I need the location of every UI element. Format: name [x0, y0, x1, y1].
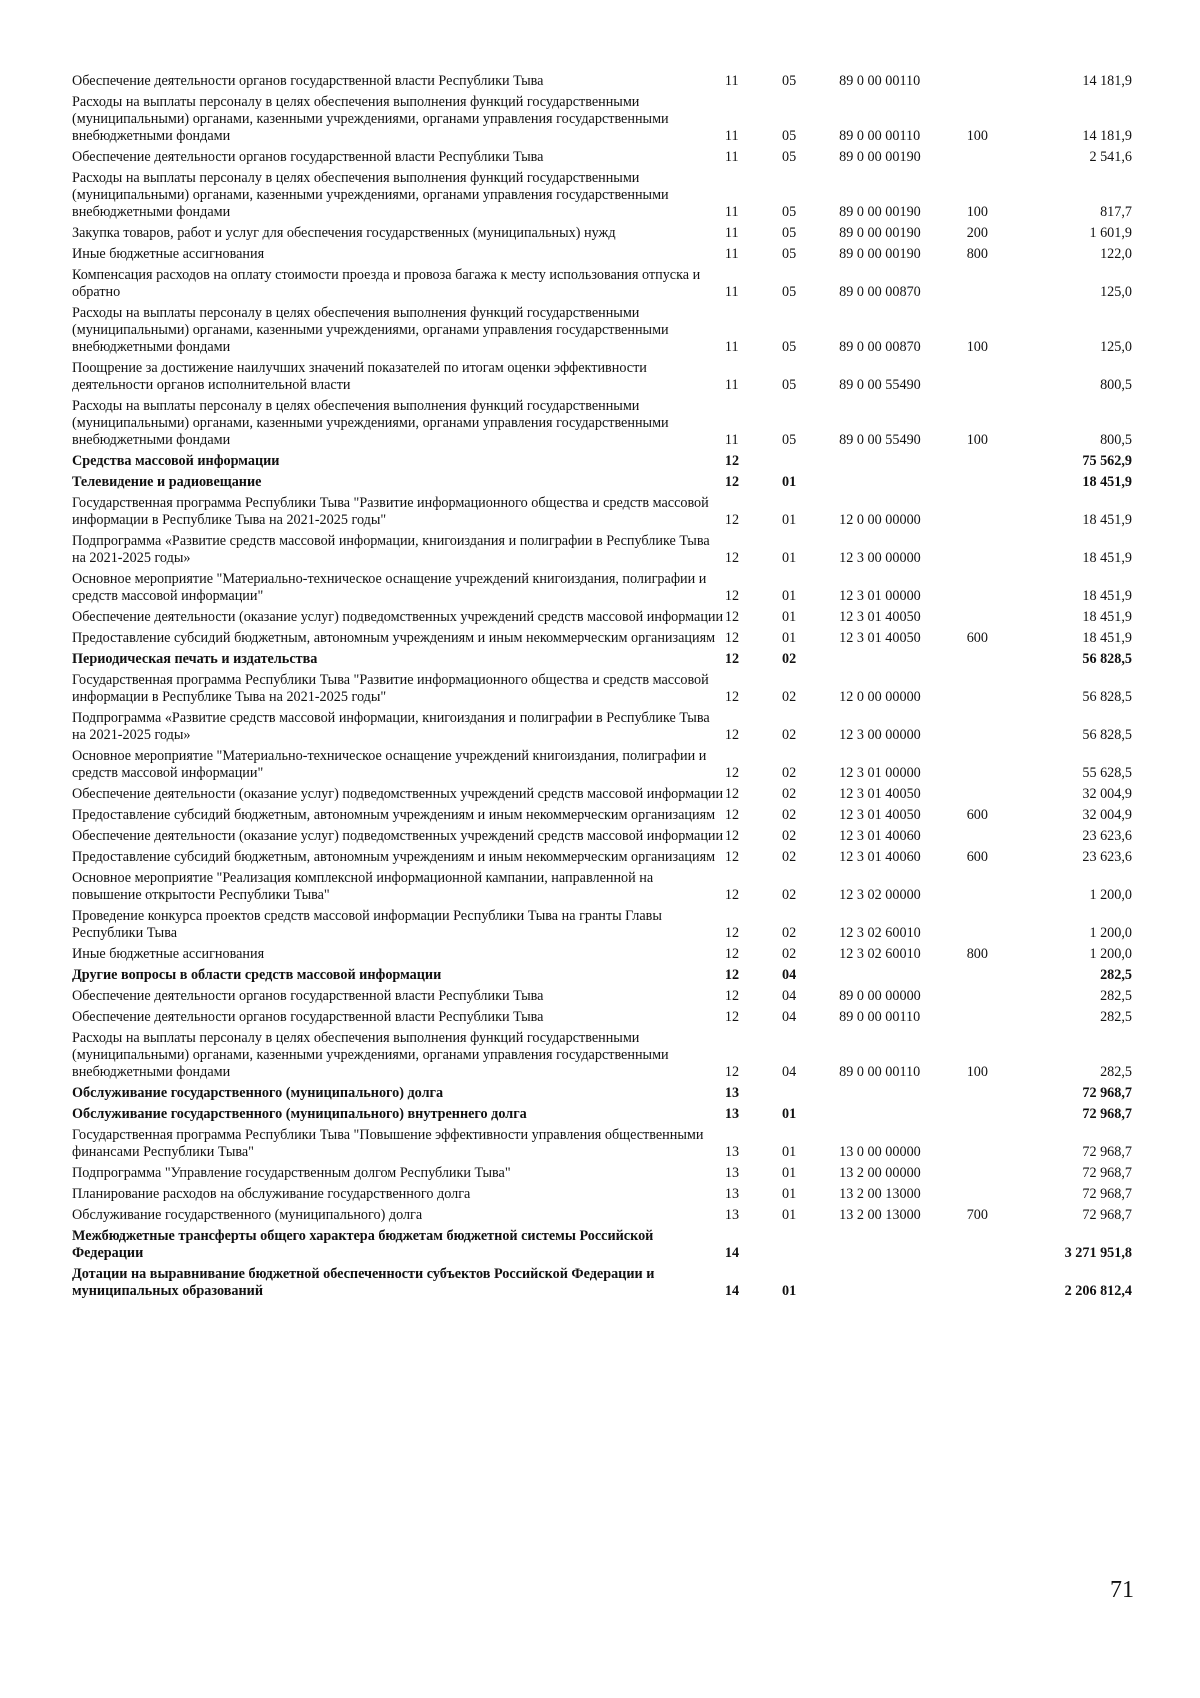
row-subsection-code: 01: [782, 630, 797, 646]
table-row: [72, 987, 1132, 1008]
row-expense-type-code: [967, 473, 1030, 494]
row-subsection-code: 01: [782, 474, 797, 490]
row-expense-type-code: 600: [966, 807, 988, 823]
row-expense-type-code: 200: [966, 225, 988, 241]
table-row: [72, 785, 1132, 806]
row-section-code: 12: [724, 967, 740, 983]
row-target-article-code: 12 3 01 40060: [839, 828, 921, 844]
row-expense-type-code: 100: [966, 128, 988, 144]
row-section-code: 12: [724, 453, 740, 469]
row-amount: 72 968,7: [1082, 1106, 1132, 1122]
row-target-article-code: 89 0 00 00110: [839, 128, 921, 144]
row-subsection-code: 02: [782, 828, 797, 844]
table-row: [72, 608, 1132, 629]
row-target-article-code: 12 3 01 40050: [839, 807, 921, 823]
row-amount: 72 968,7: [1082, 1186, 1132, 1202]
row-amount: 282,5: [1100, 967, 1132, 983]
row-amount: 56 828,5: [1082, 651, 1132, 667]
row-target-article-code: 89 0 00 00110: [839, 73, 921, 89]
row-target-article-code: [839, 1084, 967, 1105]
row-target-article-code: 89 0 00 55490: [839, 432, 921, 448]
row-section-code: 12: [724, 689, 740, 705]
row-name: Расходы на выплаты персоналу в целях обеспечения выполнения функций государственными (муниципальными) органами, казенными учреждениями, органами управления государственными внебюджетными фондами: [72, 305, 669, 355]
row-amount: 23 623,6: [1082, 828, 1132, 844]
row-name: Планирование расходов на обслуживание государственного долга: [72, 1186, 471, 1202]
row-section-code: 12: [724, 727, 740, 743]
row-name: Обеспечение деятельности органов государственной власти Республики Тыва: [72, 988, 544, 1004]
row-target-article-code: 89 0 00 00110: [839, 1009, 921, 1025]
row-subsection-code: 02: [782, 849, 797, 865]
row-amount: 56 828,5: [1082, 727, 1132, 743]
table-row: [72, 747, 1132, 785]
row-amount: 18 451,9: [1082, 630, 1132, 646]
row-expense-type-code: [967, 671, 1030, 709]
row-target-article-code: [839, 650, 967, 671]
row-target-article-code: 89 0 00 55490: [839, 377, 921, 393]
row-section-code: 12: [724, 474, 740, 490]
row-section-code: 11: [724, 73, 739, 89]
row-target-article-code: 89 0 00 00190: [839, 204, 921, 220]
row-subsection-code: 02: [782, 946, 797, 962]
row-expense-type-code: 100: [966, 204, 988, 220]
row-expense-type-code: 700: [966, 1207, 988, 1223]
row-section-code: 13: [724, 1085, 740, 1101]
row-subsection-code: 02: [782, 925, 797, 941]
row-target-article-code: 89 0 00 00870: [839, 284, 921, 300]
row-subsection-code: 04: [782, 1064, 797, 1080]
row-subsection-code: 04: [782, 967, 797, 983]
row-subsection-code: [782, 1227, 839, 1265]
row-name: Предоставление субсидий бюджетным, автономным учреждениям и иным некоммерческим организациям: [72, 807, 716, 823]
row-target-article-code: [839, 1227, 967, 1265]
row-name: Дотации на выравнивание бюджетной обеспеченности субъектов Российской Федерации и муниципальных образований: [72, 1266, 655, 1299]
row-name: Основное мероприятие "Материально-техническое оснащение учреждений книгоиздания, полиграфии и средств массовой информации": [72, 748, 707, 781]
row-name: Обеспечение деятельности органов государственной власти Республики Тыва: [72, 73, 544, 89]
row-amount: 75 562,9: [1082, 453, 1132, 469]
row-name: Поощрение за достижение наилучших значений показателей по итогам оценки эффективности деятельности органов исполнительной власти: [72, 360, 647, 393]
row-section-code: 12: [724, 807, 740, 823]
row-expense-type-code: [967, 494, 1030, 532]
row-target-article-code: 12 3 01 40050: [839, 609, 921, 625]
row-name: Обеспечение деятельности органов государственной власти Республики Тыва: [72, 149, 544, 165]
row-target-article-code: 89 0 00 00190: [839, 149, 921, 165]
row-section-code: 11: [724, 432, 739, 448]
row-expense-type-code: [967, 650, 1030, 671]
row-section-code: 12: [724, 630, 740, 646]
row-expense-type-code: [967, 452, 1030, 473]
row-subsection-code: 05: [782, 377, 797, 393]
row-amount: 1 200,0: [1089, 925, 1132, 941]
row-subsection-code: 02: [782, 689, 797, 705]
row-name: Средства массовой информации: [72, 453, 280, 469]
row-expense-type-code: 100: [966, 339, 988, 355]
row-expense-type-code: 600: [966, 630, 988, 646]
row-amount: 18 451,9: [1082, 588, 1132, 604]
table-row: [72, 245, 1132, 266]
row-target-article-code: 12 3 02 60010: [839, 946, 921, 962]
row-target-article-code: 13 0 00 00000: [839, 1144, 921, 1160]
row-subsection-code: 05: [782, 73, 797, 89]
row-target-article-code: [839, 1265, 967, 1303]
row-section-code: 12: [724, 550, 740, 566]
row-subsection-code: 01: [782, 1106, 797, 1122]
row-section-code: 12: [724, 651, 740, 667]
row-target-article-code: 12 3 01 00000: [839, 588, 921, 604]
row-expense-type-code: [967, 1084, 1030, 1105]
table-row: [72, 359, 1132, 397]
row-name: Другие вопросы в области средств массовой информации: [72, 967, 442, 983]
row-expense-type-code: [967, 532, 1030, 570]
row-section-code: 11: [724, 246, 739, 262]
row-expense-type-code: [967, 1105, 1030, 1126]
row-expense-type-code: [967, 907, 1030, 945]
row-expense-type-code: [967, 785, 1030, 806]
row-expense-type-code: [967, 570, 1030, 608]
row-name: Обеспечение деятельности (оказание услуг) подведомственных учреждений средств массовой информации: [72, 828, 724, 844]
row-target-article-code: 12 3 01 00000: [839, 765, 921, 781]
row-section-code: 12: [724, 887, 740, 903]
row-amount: 817,7: [1100, 204, 1132, 220]
row-expense-type-code: [967, 1227, 1030, 1265]
row-expense-type-code: [967, 148, 1030, 169]
row-section-code: 14: [724, 1245, 740, 1261]
row-subsection-code: 01: [782, 1283, 797, 1299]
row-subsection-code: 05: [782, 149, 797, 165]
row-section-code: 13: [724, 1207, 740, 1223]
row-subsection-code: 02: [782, 807, 797, 823]
row-subsection-code: 05: [782, 204, 797, 220]
row-name: Подпрограмма "Управление государственным долгом Республики Тыва": [72, 1165, 511, 1181]
table-row: [72, 169, 1132, 224]
row-amount: 282,5: [1100, 1064, 1132, 1080]
row-subsection-code: 02: [782, 765, 797, 781]
table-row: [72, 671, 1132, 709]
row-name: Расходы на выплаты персоналу в целях обеспечения выполнения функций государственными (муниципальными) органами, казенными учреждениями, органами управления государственными внебюджетными фондами: [72, 170, 669, 220]
row-expense-type-code: [967, 747, 1030, 785]
row-section-code: 12: [724, 849, 740, 865]
page-number: 71: [1110, 1577, 1134, 1603]
table-row: [72, 1206, 1132, 1227]
row-amount: 1 200,0: [1089, 887, 1132, 903]
table-row: [72, 806, 1132, 827]
row-subsection-code: 01: [782, 1165, 797, 1181]
row-subsection-code: 05: [782, 284, 797, 300]
row-subsection-code: 04: [782, 1009, 797, 1025]
row-name: Основное мероприятие "Реализация комплексной информационной кампании, направленной на повышение открытости Республики Тыва": [72, 870, 654, 903]
row-amount: 125,0: [1100, 284, 1132, 300]
row-section-code: 13: [724, 1186, 740, 1202]
row-section-code: 11: [724, 377, 739, 393]
row-expense-type-code: 800: [966, 246, 988, 262]
row-amount: 72 968,7: [1082, 1207, 1132, 1223]
row-name: Государственная программа Республики Тыва "Развитие информационного общества и средств массовой информации в Республике Тыва на 2021-2025 годы": [72, 672, 709, 705]
row-amount: 122,0: [1100, 246, 1132, 262]
row-target-article-code: 12 3 00 00000: [839, 550, 921, 566]
row-name: Расходы на выплаты персоналу в целях обеспечения выполнения функций государственными (муниципальными) органами, казенными учреждениями, органами управления государственными внебюджетными фондами: [72, 1030, 669, 1080]
row-subsection-code: 01: [782, 609, 797, 625]
row-amount: 125,0: [1100, 339, 1132, 355]
row-amount: 56 828,5: [1082, 689, 1132, 705]
row-expense-type-code: 600: [966, 849, 988, 865]
row-target-article-code: 89 0 00 00190: [839, 225, 921, 241]
row-amount: 282,5: [1100, 988, 1132, 1004]
row-amount: 18 451,9: [1082, 609, 1132, 625]
row-subsection-code: 01: [782, 588, 797, 604]
row-amount: 800,5: [1100, 432, 1132, 448]
row-target-article-code: 12 3 01 40050: [839, 630, 921, 646]
row-section-code: 12: [724, 786, 740, 802]
row-name: Расходы на выплаты персоналу в целях обеспечения выполнения функций государственными (муниципальными) органами, казенными учреждениями, органами управления государственными внебюджетными фондами: [72, 398, 669, 448]
row-subsection-code: 02: [782, 786, 797, 802]
row-section-code: 12: [724, 765, 740, 781]
row-target-article-code: 12 3 02 00000: [839, 887, 921, 903]
table-row: [72, 494, 1132, 532]
row-amount: 32 004,9: [1082, 807, 1132, 823]
row-expense-type-code: [967, 966, 1030, 987]
row-amount: 2 206 812,4: [1064, 1283, 1132, 1299]
row-section-code: 11: [724, 204, 739, 220]
row-section-code: 12: [724, 946, 740, 962]
row-amount: 1 601,9: [1089, 225, 1132, 241]
row-name: Обслуживание государственного (муниципального) внутреннего долга: [72, 1106, 527, 1122]
table-row: [72, 1227, 1132, 1265]
row-name: Обслуживание государственного (муниципального) долга: [72, 1207, 423, 1223]
row-subsection-code: 02: [782, 651, 797, 667]
row-name: Межбюджетные трансферты общего характера бюджетам бюджетной системы Российской Федерации: [72, 1228, 654, 1261]
row-target-article-code: 12 3 00 00000: [839, 727, 921, 743]
row-name: Обслуживание государственного (муниципального) долга: [72, 1085, 444, 1101]
row-subsection-code: 05: [782, 225, 797, 241]
row-target-article-code: 12 0 00 00000: [839, 689, 921, 705]
row-expense-type-code: [967, 72, 1030, 93]
row-section-code: 11: [724, 225, 739, 241]
row-section-code: 12: [724, 1064, 740, 1080]
table-row: [72, 1084, 1132, 1105]
table-row: [72, 532, 1132, 570]
row-expense-type-code: [967, 987, 1030, 1008]
row-target-article-code: 89 0 00 00000: [839, 988, 921, 1004]
row-section-code: 12: [724, 588, 740, 604]
table-row: [72, 570, 1132, 608]
table-row: [72, 709, 1132, 747]
table-row: [72, 148, 1132, 169]
row-expense-type-code: [967, 1008, 1030, 1029]
row-section-code: 11: [724, 149, 739, 165]
row-subsection-code: 01: [782, 1144, 797, 1160]
row-section-code: 14: [724, 1283, 740, 1299]
row-subsection-code: 05: [782, 246, 797, 262]
table-row: [72, 848, 1132, 869]
row-section-code: 13: [724, 1106, 740, 1122]
budget-table-body: [72, 72, 1132, 1303]
row-target-article-code: 89 0 00 00870: [839, 339, 921, 355]
row-subsection-code: 05: [782, 128, 797, 144]
table-row: [72, 966, 1132, 987]
row-subsection-code: 01: [782, 1207, 797, 1223]
row-name: Проведение конкурса проектов средств массовой информации Республики Тыва на гранты Главы Республики Тыва: [72, 908, 662, 941]
table-row: [72, 629, 1132, 650]
table-row: [72, 93, 1132, 148]
row-target-article-code: 13 2 00 00000: [839, 1165, 921, 1181]
row-expense-type-code: [967, 827, 1030, 848]
row-target-article-code: 12 0 00 00000: [839, 512, 921, 528]
row-subsection-code: [782, 452, 839, 473]
row-target-article-code: 89 0 00 00110: [839, 1064, 921, 1080]
row-name: Телевидение и радиовещание: [72, 474, 262, 490]
row-amount: 72 968,7: [1082, 1144, 1132, 1160]
row-name: Периодическая печать и издательства: [72, 651, 318, 667]
row-name: Подпрограмма «Развитие средств массовой информации, книгоиздания и полиграфии в Республике Тыва на 2021-2025 годы»: [72, 710, 710, 743]
row-section-code: 12: [724, 925, 740, 941]
table-row: [72, 650, 1132, 671]
row-subsection-code: 02: [782, 727, 797, 743]
table-row: [72, 1265, 1132, 1303]
row-name: Закупка товаров, работ и услуг для обеспечения государственных (муниципальных) нужд: [72, 225, 616, 241]
row-expense-type-code: [967, 266, 1030, 304]
row-amount: 32 004,9: [1082, 786, 1132, 802]
table-row: [72, 1008, 1132, 1029]
row-subsection-code: 01: [782, 550, 797, 566]
row-expense-type-code: [967, 1164, 1030, 1185]
row-target-article-code: 12 3 01 40060: [839, 849, 921, 865]
row-amount: 2 541,6: [1089, 149, 1132, 165]
row-section-code: 13: [724, 1144, 740, 1160]
row-target-article-code: [839, 1105, 967, 1126]
row-expense-type-code: 100: [966, 432, 988, 448]
row-subsection-code: 01: [782, 1186, 797, 1202]
row-name: Обеспечение деятельности (оказание услуг) подведомственных учреждений средств массовой информации: [72, 609, 724, 625]
table-row: [72, 945, 1132, 966]
row-section-code: 13: [724, 1165, 740, 1181]
table-row: [72, 473, 1132, 494]
row-amount: 14 181,9: [1082, 128, 1132, 144]
row-target-article-code: 13 2 00 13000: [839, 1186, 921, 1202]
row-target-article-code: [839, 473, 967, 494]
table-row: [72, 907, 1132, 945]
row-name: Государственная программа Республики Тыва "Повышение эффективности управления общественными финансами Республики Тыва": [72, 1127, 704, 1160]
row-subsection-code: 04: [782, 988, 797, 1004]
row-section-code: 11: [724, 284, 739, 300]
table-row: [72, 1185, 1132, 1206]
row-expense-type-code: [967, 1126, 1030, 1164]
row-expense-type-code: [967, 359, 1030, 397]
row-subsection-code: 05: [782, 432, 797, 448]
row-name: Предоставление субсидий бюджетным, автономным учреждениям и иным некоммерческим организациям: [72, 630, 716, 646]
row-expense-type-code: [967, 1265, 1030, 1303]
row-expense-type-code: [967, 709, 1030, 747]
row-section-code: 11: [724, 339, 739, 355]
row-subsection-code: [782, 1084, 839, 1105]
row-amount: 72 968,7: [1082, 1085, 1132, 1101]
row-target-article-code: 12 3 01 40050: [839, 786, 921, 802]
row-section-code: 11: [724, 128, 739, 144]
row-amount: 14 181,9: [1082, 73, 1132, 89]
row-name: Предоставление субсидий бюджетным, автономным учреждениям и иным некоммерческим организациям: [72, 849, 716, 865]
row-section-code: 12: [724, 988, 740, 1004]
row-target-article-code: 12 3 02 60010: [839, 925, 921, 941]
row-name: Компенсация расходов на оплату стоимости проезда и провоза багажа к месту использования отпуска и обратно: [72, 267, 701, 300]
row-expense-type-code: [967, 869, 1030, 907]
table-row: [72, 1029, 1132, 1084]
row-amount: 1 200,0: [1089, 946, 1132, 962]
row-subsection-code: 05: [782, 339, 797, 355]
row-amount: 18 451,9: [1082, 550, 1132, 566]
row-expense-type-code: 800: [966, 946, 988, 962]
table-row: [72, 827, 1132, 848]
table-row: [72, 1164, 1132, 1185]
row-name: Подпрограмма «Развитие средств массовой информации, книгоиздания и полиграфии в Республике Тыва на 2021-2025 годы»: [72, 533, 710, 566]
row-target-article-code: 13 2 00 13000: [839, 1207, 921, 1223]
row-section-code: 12: [724, 828, 740, 844]
row-amount: 18 451,9: [1082, 512, 1132, 528]
row-name: Обеспечение деятельности (оказание услуг) подведомственных учреждений средств массовой информации: [72, 786, 724, 802]
table-row: [72, 452, 1132, 473]
table-row: [72, 1126, 1132, 1164]
row-target-article-code: 89 0 00 00190: [839, 246, 921, 262]
table-row: [72, 224, 1132, 245]
row-expense-type-code: [967, 1185, 1030, 1206]
row-name: Иные бюджетные ассигнования: [72, 246, 265, 262]
row-name: Обеспечение деятельности органов государственной власти Республики Тыва: [72, 1009, 544, 1025]
table-row: [72, 266, 1132, 304]
row-amount: 800,5: [1100, 377, 1132, 393]
row-subsection-code: 02: [782, 887, 797, 903]
row-amount: 55 628,5: [1082, 765, 1132, 781]
row-subsection-code: 01: [782, 512, 797, 528]
row-amount: 23 623,6: [1082, 849, 1132, 865]
table-row: [72, 869, 1132, 907]
row-expense-type-code: 100: [966, 1064, 988, 1080]
row-amount: 282,5: [1100, 1009, 1132, 1025]
row-expense-type-code: [967, 608, 1030, 629]
row-section-code: 12: [724, 512, 740, 528]
table-row: [72, 1105, 1132, 1126]
row-amount: 3 271 951,8: [1064, 1245, 1132, 1261]
row-target-article-code: [839, 452, 967, 473]
row-name: Государственная программа Республики Тыва "Развитие информационного общества и средств массовой информации в Республике Тыва на 2021-2025 годы": [72, 495, 709, 528]
row-section-code: 12: [724, 609, 740, 625]
table-row: [72, 397, 1132, 452]
row-name: Иные бюджетные ассигнования: [72, 946, 265, 962]
table-row: [72, 72, 1132, 93]
table-row: [72, 304, 1132, 359]
row-name: Расходы на выплаты персоналу в целях обеспечения выполнения функций государственными (муниципальными) органами, казенными учреждениями, органами управления государственными внебюджетными фондами: [72, 94, 669, 144]
row-target-article-code: [839, 966, 967, 987]
row-section-code: 12: [724, 1009, 740, 1025]
row-name: Основное мероприятие "Материально-техническое оснащение учреждений книгоиздания, полиграфии и средств массовой информации": [72, 571, 707, 604]
row-amount: 72 968,7: [1082, 1165, 1132, 1181]
budget-table: [72, 72, 1132, 1303]
row-amount: 18 451,9: [1082, 474, 1132, 490]
